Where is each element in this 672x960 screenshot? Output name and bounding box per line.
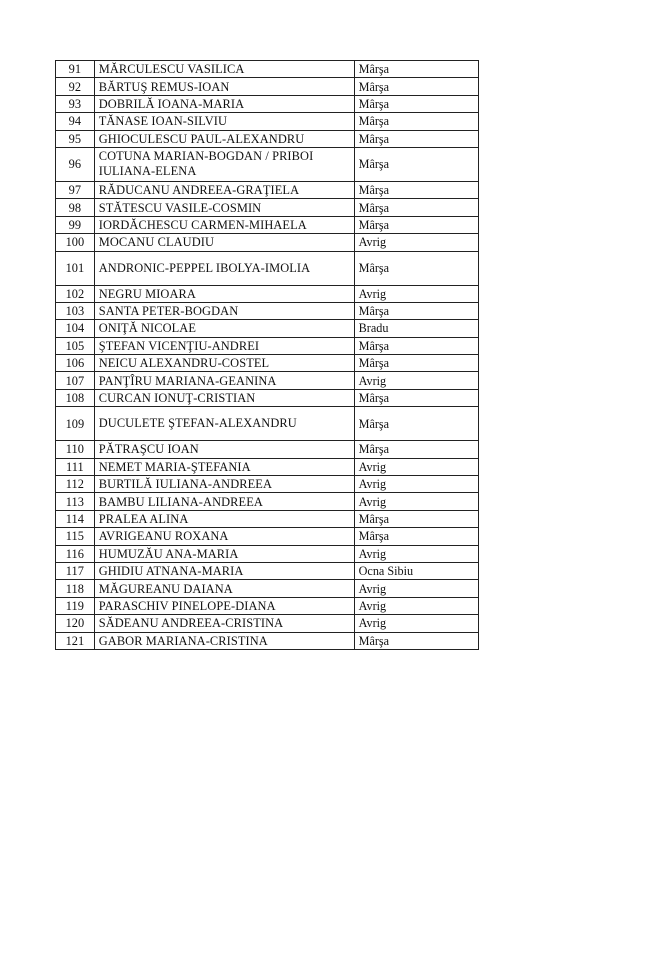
person-name-cell: PRALEA ALINA <box>94 510 354 527</box>
person-name-cell: MOCANU CLAUDIU <box>94 234 354 251</box>
location-cell: Mârşa <box>354 95 478 112</box>
table-row <box>56 632 479 649</box>
person-name-cell: SĂDEANU ANDREEA-CRISTINA <box>94 615 354 632</box>
table-row <box>56 78 479 95</box>
table-row <box>56 302 479 319</box>
location-cell: Avrig <box>354 615 478 632</box>
location-cell: Mârşa <box>354 78 478 95</box>
location-cell: Bradu <box>354 320 478 337</box>
row-number-cell: 107 <box>56 372 95 389</box>
row-number-cell: 95 <box>56 130 95 147</box>
location-cell: Mârşa <box>354 147 478 181</box>
location-cell: Mârşa <box>354 632 478 649</box>
person-name-cell: MĂGUREANU DAIANA <box>94 580 354 597</box>
person-name-cell: NEICU ALEXANDRU-COSTEL <box>94 355 354 372</box>
table-row <box>56 510 479 527</box>
location-cell: Mârşa <box>354 199 478 216</box>
location-cell: Mârşa <box>354 441 478 458</box>
table-row <box>56 234 479 251</box>
location-cell: Mârşa <box>354 510 478 527</box>
person-name-cell: MĂRCULESCU VASILICA <box>94 61 354 78</box>
location-cell: Mârşa <box>354 389 478 406</box>
person-name-cell: BĂRTUŞ REMUS-IOAN <box>94 78 354 95</box>
location-cell: Mârşa <box>354 130 478 147</box>
table-row <box>56 562 479 579</box>
person-name-cell: RĂDUCANU ANDREEA-GRAŢIELA <box>94 181 354 198</box>
row-number-cell: 98 <box>56 199 95 216</box>
row-number-cell: 115 <box>56 528 95 545</box>
table-row <box>56 389 479 406</box>
table-row <box>56 458 479 475</box>
person-name-cell: DUCULETE ŞTEFAN-ALEXANDRU <box>94 407 354 441</box>
row-number-cell: 110 <box>56 441 95 458</box>
row-number-cell: 103 <box>56 302 95 319</box>
row-number-cell: 118 <box>56 580 95 597</box>
person-name-cell: GABOR MARIANA-CRISTINA <box>94 632 354 649</box>
row-number-cell: 109 <box>56 407 95 441</box>
row-number-cell: 117 <box>56 562 95 579</box>
table-row <box>56 580 479 597</box>
table-row <box>56 216 479 233</box>
person-name-cell: GHIOCULESCU PAUL-ALEXANDRU <box>94 130 354 147</box>
person-name-cell: CURCAN IONUŢ-CRISTIAN <box>94 389 354 406</box>
person-name-cell: STĂTESCU VASILE-COSMIN <box>94 199 354 216</box>
person-name-cell: SANTA PETER-BOGDAN <box>94 302 354 319</box>
roster-table-body <box>56 61 479 650</box>
table-row <box>56 528 479 545</box>
location-cell: Avrig <box>354 580 478 597</box>
table-row <box>56 113 479 130</box>
table-row <box>56 355 479 372</box>
location-cell: Mârşa <box>354 355 478 372</box>
row-number-cell: 119 <box>56 597 95 614</box>
row-number-cell: 93 <box>56 95 95 112</box>
person-name-cell: IORDĂCHESCU CARMEN-MIHAELA <box>94 216 354 233</box>
person-name-cell: NEMET MARIA-ŞTEFANIA <box>94 458 354 475</box>
row-number-cell: 114 <box>56 510 95 527</box>
row-number-cell: 106 <box>56 355 95 372</box>
person-name-cell: AVRIGEANU ROXANA <box>94 528 354 545</box>
location-cell: Avrig <box>354 458 478 475</box>
location-cell: Mârşa <box>354 61 478 78</box>
table-row <box>56 251 479 285</box>
person-name-cell: GHIDIU ATNANA-MARIA <box>94 562 354 579</box>
table-row <box>56 407 479 441</box>
row-number-cell: 100 <box>56 234 95 251</box>
location-cell: Mârşa <box>354 407 478 441</box>
row-number-cell: 99 <box>56 216 95 233</box>
person-name-cell: COTUNA MARIAN-BOGDAN / PRIBOI IULIANA-ELENA <box>94 147 354 181</box>
row-number-cell: 121 <box>56 632 95 649</box>
table-row <box>56 320 479 337</box>
row-number-cell: 97 <box>56 181 95 198</box>
table-row <box>56 493 479 510</box>
table-row <box>56 61 479 78</box>
row-number-cell: 113 <box>56 493 95 510</box>
location-cell: Mârşa <box>354 251 478 285</box>
person-name-cell: PANŢÎRU MARIANA-GEANINA <box>94 372 354 389</box>
table-row <box>56 597 479 614</box>
location-cell: Avrig <box>354 285 478 302</box>
table-row <box>56 181 479 198</box>
location-cell: Avrig <box>354 476 478 493</box>
location-cell: Mârşa <box>354 337 478 354</box>
row-number-cell: 116 <box>56 545 95 562</box>
location-cell: Avrig <box>354 545 478 562</box>
row-number-cell: 102 <box>56 285 95 302</box>
location-cell: Mârşa <box>354 181 478 198</box>
location-cell: Avrig <box>354 493 478 510</box>
person-name-cell: NEGRU MIOARA <box>94 285 354 302</box>
row-number-cell: 91 <box>56 61 95 78</box>
table-row <box>56 95 479 112</box>
table-row <box>56 199 479 216</box>
table-row <box>56 130 479 147</box>
table-row <box>56 372 479 389</box>
table-row <box>56 476 479 493</box>
location-cell: Avrig <box>354 234 478 251</box>
person-name-cell: ŞTEFAN VICENŢIU-ANDREI <box>94 337 354 354</box>
row-number-cell: 101 <box>56 251 95 285</box>
table-row <box>56 615 479 632</box>
table-row <box>56 285 479 302</box>
person-name-cell: HUMUZĂU ANA-MARIA <box>94 545 354 562</box>
location-cell: Mârşa <box>354 216 478 233</box>
person-name-cell: BURTILĂ IULIANA-ANDREEA <box>94 476 354 493</box>
row-number-cell: 112 <box>56 476 95 493</box>
table-row <box>56 147 479 181</box>
row-number-cell: 94 <box>56 113 95 130</box>
table-row <box>56 441 479 458</box>
person-name-cell: TĂNASE IOAN-SILVIU <box>94 113 354 130</box>
row-number-cell: 104 <box>56 320 95 337</box>
location-cell: Mârşa <box>354 113 478 130</box>
person-name-cell: ONIŢĂ NICOLAE <box>94 320 354 337</box>
location-cell: Mârşa <box>354 302 478 319</box>
person-name-cell: ANDRONIC-PEPPEL IBOLYA-IMOLIA <box>94 251 354 285</box>
table-row <box>56 337 479 354</box>
location-cell: Ocna Sibiu <box>354 562 478 579</box>
row-number-cell: 96 <box>56 147 95 181</box>
row-number-cell: 111 <box>56 458 95 475</box>
person-name-cell: DOBRILĂ IOANA-MARIA <box>94 95 354 112</box>
location-cell: Mârşa <box>354 528 478 545</box>
table-row <box>56 545 479 562</box>
row-number-cell: 108 <box>56 389 95 406</box>
person-name-cell: BAMBU LILIANA-ANDREEA <box>94 493 354 510</box>
location-cell: Avrig <box>354 372 478 389</box>
row-number-cell: 120 <box>56 615 95 632</box>
person-name-cell: PARASCHIV PINELOPE-DIANA <box>94 597 354 614</box>
location-cell: Avrig <box>354 597 478 614</box>
row-number-cell: 105 <box>56 337 95 354</box>
roster-table <box>55 60 479 650</box>
person-name-cell: PĂTRAŞCU IOAN <box>94 441 354 458</box>
row-number-cell: 92 <box>56 78 95 95</box>
